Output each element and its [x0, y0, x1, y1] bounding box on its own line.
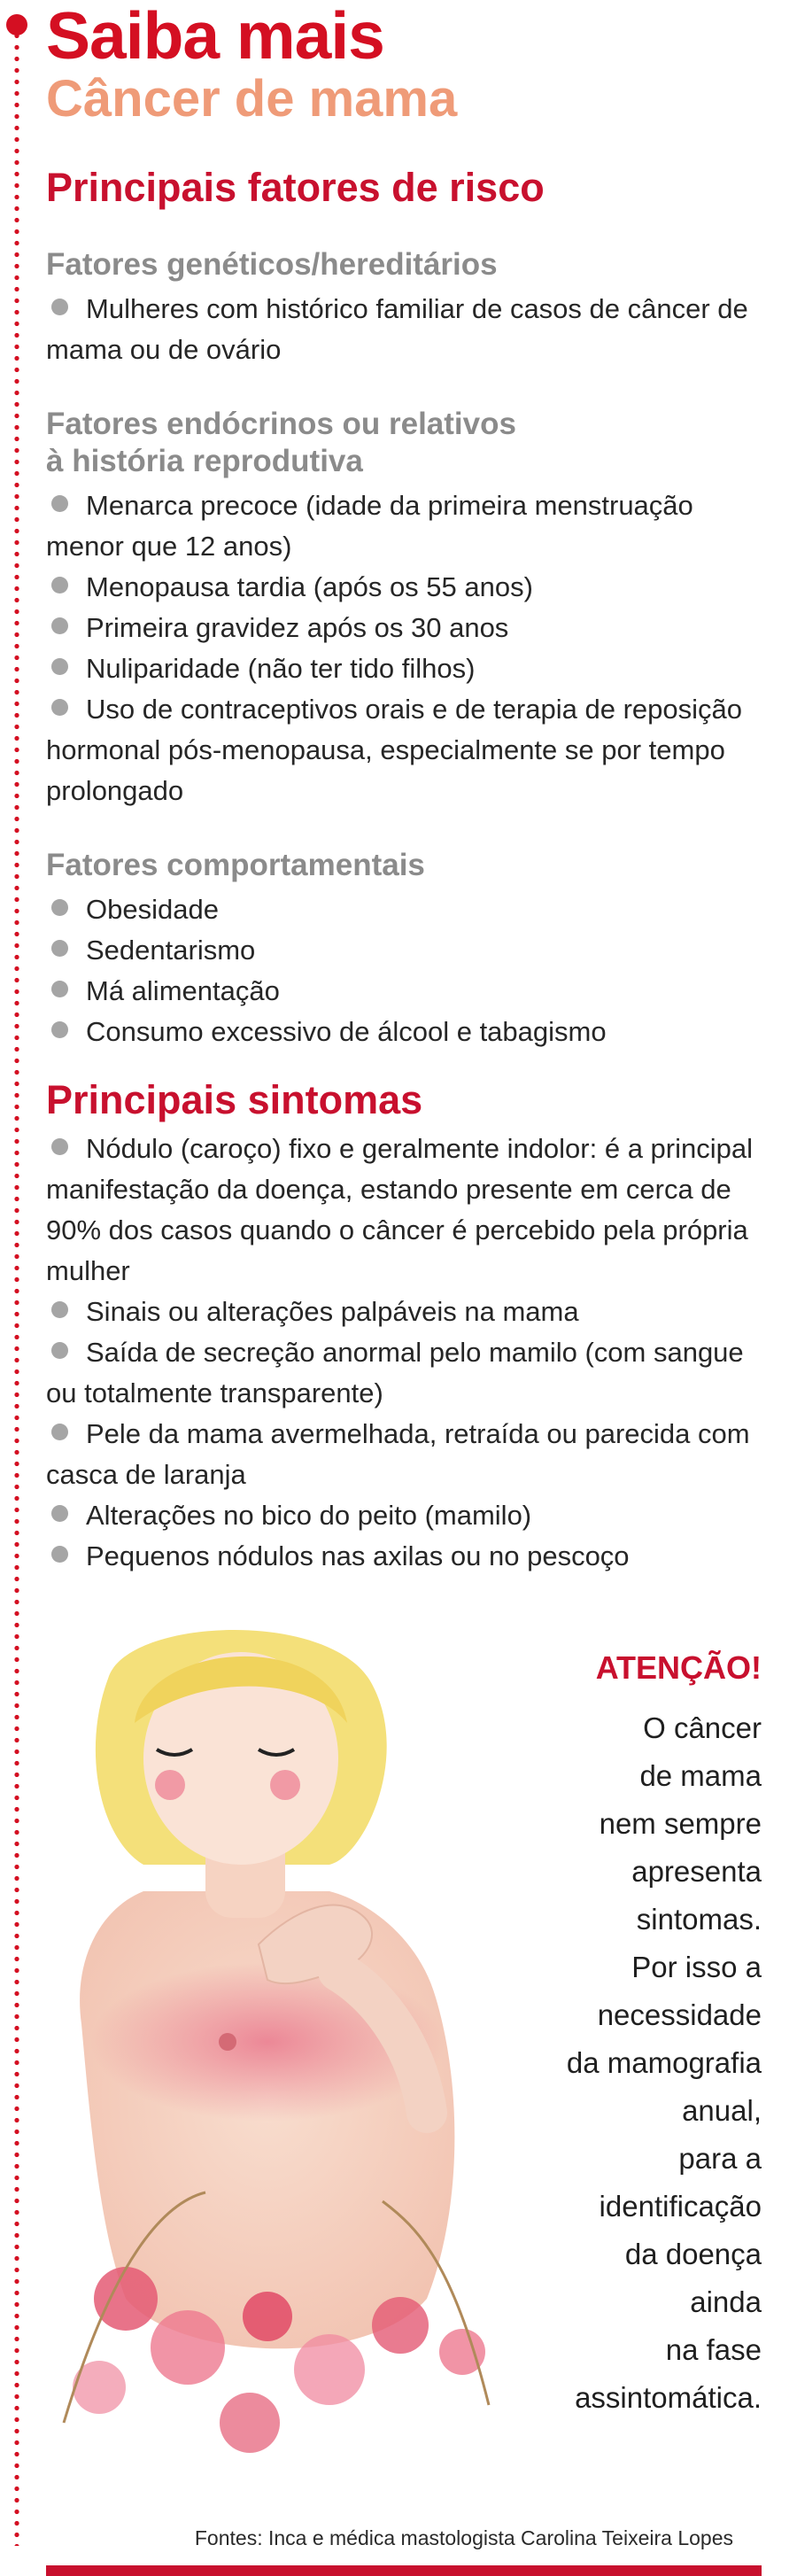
bullet-icon: [51, 1342, 68, 1359]
list-item: Uso de contraceptivos orais e de terapia de reposição hormonal pós-menopausa, especialmente se por tempo prolongado: [46, 694, 742, 806]
symptoms-list: [46, 1129, 762, 1577]
list-item: Saída de secreção anormal pelo mamilo (com sangue ou totalmente transparente): [46, 1337, 744, 1408]
list-item: Consumo excessivo de álcool e tabagismo: [46, 1012, 762, 1052]
flower-icon: [220, 2393, 280, 2453]
symptoms-heading: Principais sintomas: [46, 1077, 423, 1122]
list-item: Má alimentação: [46, 971, 762, 1012]
risk-factors-heading: Principais fatores de risco: [46, 165, 545, 210]
list-item: Sedentarismo: [46, 930, 762, 971]
group-title-endocrine: Fatores endócrinos ou relativos à história reprodutiva: [46, 407, 516, 478]
list-item: Pele da mama avermelhada, retraída ou parecida com casca de laranja: [46, 1418, 750, 1490]
bullet-icon: [51, 1301, 68, 1318]
bottom-accent-bar: [46, 2565, 762, 2576]
flower-icon: [151, 2310, 225, 2385]
attention-title: ATENÇÃO!: [595, 1649, 762, 1686]
bullet-icon: [51, 981, 68, 997]
group-title-behavioral: Fatores comportamentais: [46, 848, 425, 882]
group-list-endocrine: [46, 485, 762, 811]
flower-icon: [243, 2292, 292, 2341]
bullet-icon: [51, 299, 68, 315]
bullet-icon: [51, 699, 68, 716]
list-item: Obesidade: [46, 889, 762, 930]
bullet-icon: [51, 1424, 68, 1440]
list-item: Nódulo (caroço) fixo e geralmente indolor: é a principal manifestação da doença, estando presente em cerca de 90% dos casos quando o câncer é percebido pela própria mulher: [46, 1133, 754, 1286]
bullet-icon: [51, 899, 68, 916]
attention-box: [505, 1649, 762, 2422]
content-column: [46, 0, 762, 1577]
list-item: Pequenos nódulos nas axilas ou no pescoço: [46, 1536, 762, 1577]
woman-breast-self-exam-icon: [46, 1626, 542, 2476]
bullet-icon: [51, 940, 68, 957]
page-subtitle: Câncer de mama: [46, 70, 458, 128]
group-list-genetic: [46, 289, 762, 370]
bullet-icon: [51, 1505, 68, 1522]
list-item: Nuliparidade (não ter tido filhos): [46, 648, 762, 689]
group-title-genetic: Fatores genéticos/hereditários: [46, 247, 498, 282]
list-item: Sinais ou alterações palpáveis na mama: [46, 1292, 762, 1332]
bullet-icon: [51, 1021, 68, 1038]
group-list-behavioral: [46, 889, 762, 1052]
bullet-icon: [51, 1138, 68, 1155]
cheek-right-icon: [270, 1770, 300, 1800]
bullet-icon: [51, 577, 68, 594]
list-item: Alterações no bico do peito (mamilo): [46, 1495, 762, 1536]
list-item: Primeira gravidez após os 30 anos: [46, 608, 762, 648]
nipple-icon: [219, 2033, 236, 2051]
page-title: Saiba mais: [46, 0, 384, 73]
attention-text: O câncer de mama nem sempre apresenta sintomas. Por isso a necessidade da mamografia anual, para a identificação da doença ainda na fase assintomática.: [566, 1711, 762, 2414]
flower-icon: [294, 2334, 365, 2405]
bullet-icon: [51, 495, 68, 512]
dotted-timeline: [14, 30, 19, 2546]
bullet-icon: [51, 1546, 68, 1563]
cheek-left-icon: [155, 1770, 185, 1800]
flower-icon: [94, 2267, 158, 2331]
source-credit: Fontes: Inca e médica mastologista Carolina Teixeira Lopes: [194, 2526, 733, 2549]
list-item: Mulheres com histórico familiar de casos de câncer de mama ou de ovário: [46, 293, 748, 365]
list-item: Menarca precoce (idade da primeira menstruação menor que 12 anos): [46, 490, 693, 562]
bullet-icon: [51, 658, 68, 675]
flower-icon: [372, 2297, 429, 2354]
bullet-icon: [51, 617, 68, 634]
list-item: Menopausa tardia (após os 55 anos): [46, 567, 762, 608]
